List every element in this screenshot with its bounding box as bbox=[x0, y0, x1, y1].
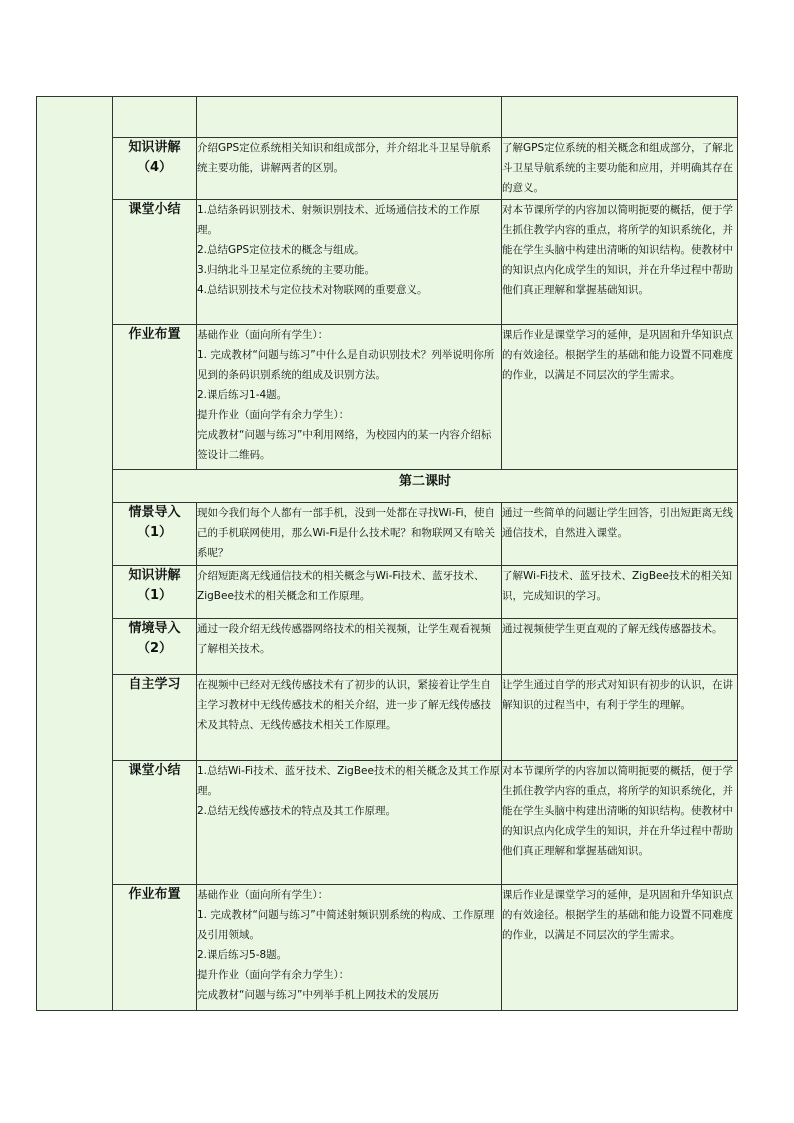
content-line: 基础作业（面向所有学生）： bbox=[197, 889, 329, 901]
stage-label: 作业布置 bbox=[128, 327, 181, 342]
content-cell bbox=[197, 503, 502, 566]
stage-label: 知识讲解 bbox=[128, 568, 181, 583]
intent-text: 了解GPS定位系统的相关概念和组成部分，了解北斗卫星导航系统的主要功能和应用，并明确其存在的意义。 bbox=[502, 142, 734, 194]
stage-cell bbox=[113, 566, 197, 619]
content-line: 完成教材“问题与练习”中利用网络，为校园内的某一内容介绍标签设计二维码。 bbox=[197, 429, 492, 461]
stage-number: （1） bbox=[136, 588, 173, 603]
intent-cell bbox=[502, 503, 738, 566]
content-line: 3.归纳北斗卫星定位系统的主要功能。 bbox=[197, 264, 376, 276]
intent-cell bbox=[502, 761, 738, 885]
left-blank-column bbox=[37, 97, 113, 1011]
intent-text: 了解Wi-Fi技术、蓝牙技术、ZigBee技术的相关知识，完成知识的学习。 bbox=[502, 570, 732, 602]
content-line: 1. 完成教材“问题与练习”中什么是自动识别技术？列举说明你所见到的条码识别系统的组成及识别方法。 bbox=[197, 349, 495, 381]
intent-text: 课后作业是课堂学习的延伸，是巩固和升华知识点的有效途径。根据学生的基础和能力设置不同难度的作业，以满足不同层次的学生需求。 bbox=[502, 889, 733, 941]
content-cell bbox=[197, 761, 502, 885]
intent-cell bbox=[502, 566, 738, 619]
stage-cell bbox=[113, 885, 197, 1011]
stage-cell bbox=[113, 138, 197, 200]
stage-number: （2） bbox=[136, 641, 173, 656]
content-text: 通过一段介绍无线传感器网络技术的相关视频，让学生观看视频了解相关技术。 bbox=[197, 623, 491, 655]
content-cell bbox=[197, 619, 502, 675]
stage-label: 自主学习 bbox=[128, 677, 181, 692]
intent-text: 课后作业是课堂学习的延伸，是巩固和升华知识点的有效途径。根据学生的基础和能力设置不同难度的作业，以满足不同层次的学生需求。 bbox=[502, 329, 733, 381]
content-line: 基础作业（面向所有学生）： bbox=[197, 329, 329, 341]
intent-text: 通过一些简单的问题让学生回答，引出短距离无线通信技术，自然进入课堂。 bbox=[502, 507, 733, 539]
stage-cell bbox=[113, 503, 197, 566]
content-cell bbox=[197, 325, 502, 470]
stage-label: 课堂小结 bbox=[128, 202, 181, 217]
intent-text: 对本节课所学的内容加以简明扼要的概括，便于学生抓住教学内容的重点，将所学的知识系统化，并能在学生头脑中构建出清晰的知识结构。使教材中的知识点内化成学生的知识，并在升华过程中帮助他们真正理解和掌握基础知识。 bbox=[502, 765, 733, 857]
stage-number: （1） bbox=[136, 525, 173, 540]
stage-cell bbox=[113, 325, 197, 470]
content-cell bbox=[197, 97, 502, 138]
stage-label: 知识讲解 bbox=[128, 140, 181, 155]
content-line: 2.课后练习5-8题。 bbox=[197, 949, 288, 961]
content-line: 1. 完成教材“问题与练习”中简述射频识别系统的构成、工作原理及引用领域。 bbox=[197, 909, 495, 941]
content-line: 2.总结无线传感技术的特点及其工作原理。 bbox=[197, 805, 397, 817]
content-text: 在视频中已经对无线传感技术有了初步的认识，紧接着让学生自主学习教材中无线传感技术的相关介绍，进一步了解无线传感技术及其特点、无线传感技术相关工作原理。 bbox=[197, 679, 491, 731]
content-text: 介绍短距离无线通信技术的相关概念与Wi-Fi技术、蓝牙技术、ZigBee技术的相关概念和工作原理。 bbox=[197, 570, 485, 602]
stage-cell bbox=[113, 675, 197, 761]
content-cell bbox=[197, 200, 502, 325]
content-text: 介绍GPS定位系统相关知识和组成部分，并介绍北斗卫星导航系统主要功能，讲解两者的区别。 bbox=[197, 142, 492, 174]
stage-label: 作业布置 bbox=[128, 887, 181, 902]
intent-cell bbox=[502, 619, 738, 675]
intent-text: 对本节课所学的内容加以简明扼要的概括，便于学生抓住教学内容的重点，将所学的知识系统化，并能在学生头脑中构建出清晰的知识结构。使教材中的知识点内化成学生的知识，并在升华过程中帮助他们真正理解和掌握基础知识。 bbox=[502, 204, 733, 296]
intent-cell bbox=[502, 325, 738, 470]
stage-number: （4） bbox=[136, 160, 173, 175]
stage-label: 情景导入 bbox=[128, 505, 181, 520]
content-line: 提升作业（面向学有余力学生）： bbox=[197, 969, 350, 981]
intent-cell bbox=[502, 97, 738, 138]
session-title: 第二课时 bbox=[113, 470, 738, 503]
content-text: 现如今我们每个人都有一部手机，没到一处都在寻找Wi-Fi，使自己的手机联网使用，那么Wi-Fi是什么技术呢？和物联网又有啥关系呢？ bbox=[197, 507, 496, 559]
intent-text: 通过视频使学生更直观的了解无线传感器技术。 bbox=[502, 623, 723, 635]
stage-cell bbox=[113, 761, 197, 885]
lesson-plan-table bbox=[36, 96, 738, 1011]
content-cell bbox=[197, 566, 502, 619]
stage-cell bbox=[113, 97, 197, 138]
stage-cell bbox=[113, 619, 197, 675]
content-cell bbox=[197, 675, 502, 761]
content-cell bbox=[197, 138, 502, 200]
content-line: 完成教材“问题与练习”中列举手机上网技术的发展历 bbox=[197, 989, 439, 1001]
intent-cell bbox=[502, 200, 738, 325]
intent-text: 让学生通过自学的形式对知识有初步的认识，在讲解知识的过程当中，有利于学生的理解。 bbox=[502, 679, 733, 711]
intent-cell bbox=[502, 138, 738, 200]
content-line: 1.总结Wi-Fi技术、蓝牙技术、ZigBee技术的相关概念及其工作原理。 bbox=[197, 765, 500, 797]
stage-cell bbox=[113, 200, 197, 325]
content-line: 2.课后练习1-4题。 bbox=[197, 389, 288, 401]
stage-label: 课堂小结 bbox=[128, 763, 181, 778]
content-cell bbox=[197, 885, 502, 1011]
content-line: 提升作业（面向学有余力学生）： bbox=[197, 409, 350, 421]
content-line: 1.总结条码识别技术、射频识别技术、近场通信技术的工作原理。 bbox=[197, 204, 481, 236]
intent-cell bbox=[502, 675, 738, 761]
stage-label: 情境导入 bbox=[128, 621, 181, 636]
intent-cell bbox=[502, 885, 738, 1011]
content-line: 2.总结GPS定位技术的概念与组成。 bbox=[197, 244, 365, 256]
content-line: 4.总结识别技术与定位技术对物联网的重要意义。 bbox=[197, 284, 428, 296]
